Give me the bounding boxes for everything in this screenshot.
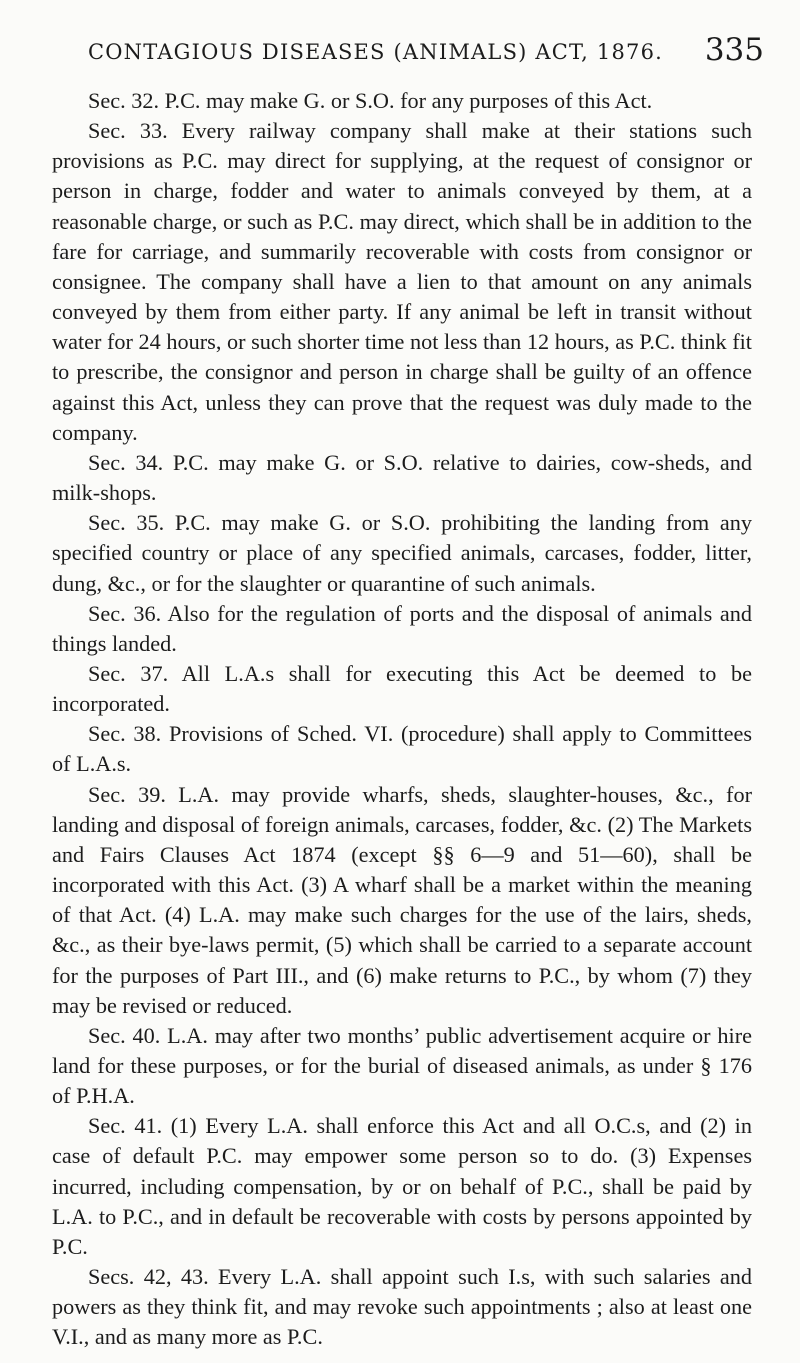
section-33-paragraph: Sec. 33. Every railway company shall make at their stations such provisions as P.C. may direct for supplying, at the request of consignor or person in charge, fodder and water to animals conveyed by them, at a reasonable charge, or such as P.C. may direct, which shall be in addition to the fare for carriage, and summarily recoverable with costs from consignor or consignee. The company shall have a lien to that amount on any animals conveyed by them from either party. If any animal be left in transit without water for 24 hours, or such shorter time not less than 12 hours, as P.C. think fit to prescribe, the consignor and person in charge shall be guilty of an offence against this Act, unless they can prove that the request was duly made to the company. [52,118,752,445]
running-head: CONTAGIOUS DISEASES (ANIMALS) ACT, 1876. [88,40,664,64]
section-35-paragraph: Sec. 35. P.C. may make G. or S.O. prohibiting the landing from any specified country or place of any specified animals, carcases, fodder, litter, dung, &c., or for the slaughter or quarantine of such animals. [52,510,752,596]
section-37-paragraph: Sec. 37. All L.A.s shall for executing this Act be deemed to be incorporated. [52,660,752,717]
section-36-paragraph: Sec. 36. Also for the regulation of ports and the disposal of animals and things landed. [52,600,752,656]
sections-42-43-paragraph: Secs. 42, 43. Every L.A. shall appoint such I.s, with such salaries and powers as they think fit, and may revoke such appointments ; also at least one V.I., and as many more as P.C. [52,1264,752,1350]
section-38-paragraph: Sec. 38. Provisions of Sched. VI. (procedure) shall apply to Committees of L.A.s. [52,721,752,777]
section-39-paragraph: Sec. 39. L.A. may provide wharfs, sheds, slaughter-houses, &c., for landing and disposal of foreign animals, carcases, fodder, &c. (2) The Markets and Fairs Clauses Act 1874 (except §§ 6—9 and 51—60), shall be incorporated with this Act. (3) A wharf shall be a market within the meaning of that Act. (4) L.A. may make such charges for the use of the lairs, sheds, &c., as their bye-laws permit, (5) which shall be carried to a separate account for the purposes of Part III., and (6) make returns to P.C., by whom (7) they may be revised or reduced. [52,781,752,1018]
section-34-paragraph: Sec. 34. P.C. may make G. or S.O. relative to dairies, cow-sheds, and milk-shops. [52,449,752,506]
section-41-paragraph: Sec. 41. (1) Every L.A. shall enforce this Act and all O.C.s, and (2) in case of default P.C. may empower some person so to do. (3) Expenses incurred, including compensation, by or on behalf of P.C., shall be paid by L.A. to P.C., and in default be recoverable with costs by persons appointed by P.C. [52,1113,752,1259]
body-text [52,86,752,1353]
page-number: 335 [704,32,764,68]
section-40-paragraph: Sec. 40. L.A. may after two months’ public advertisement acquire or hire land for these purposes, or for the burial of diseased animals, as under § 176 of P.H.A. [52,1022,752,1109]
section-32-paragraph: Sec. 32. P.C. may make G. or S.O. for any purposes of this Act. [88,88,653,113]
page-header [52,28,764,78]
